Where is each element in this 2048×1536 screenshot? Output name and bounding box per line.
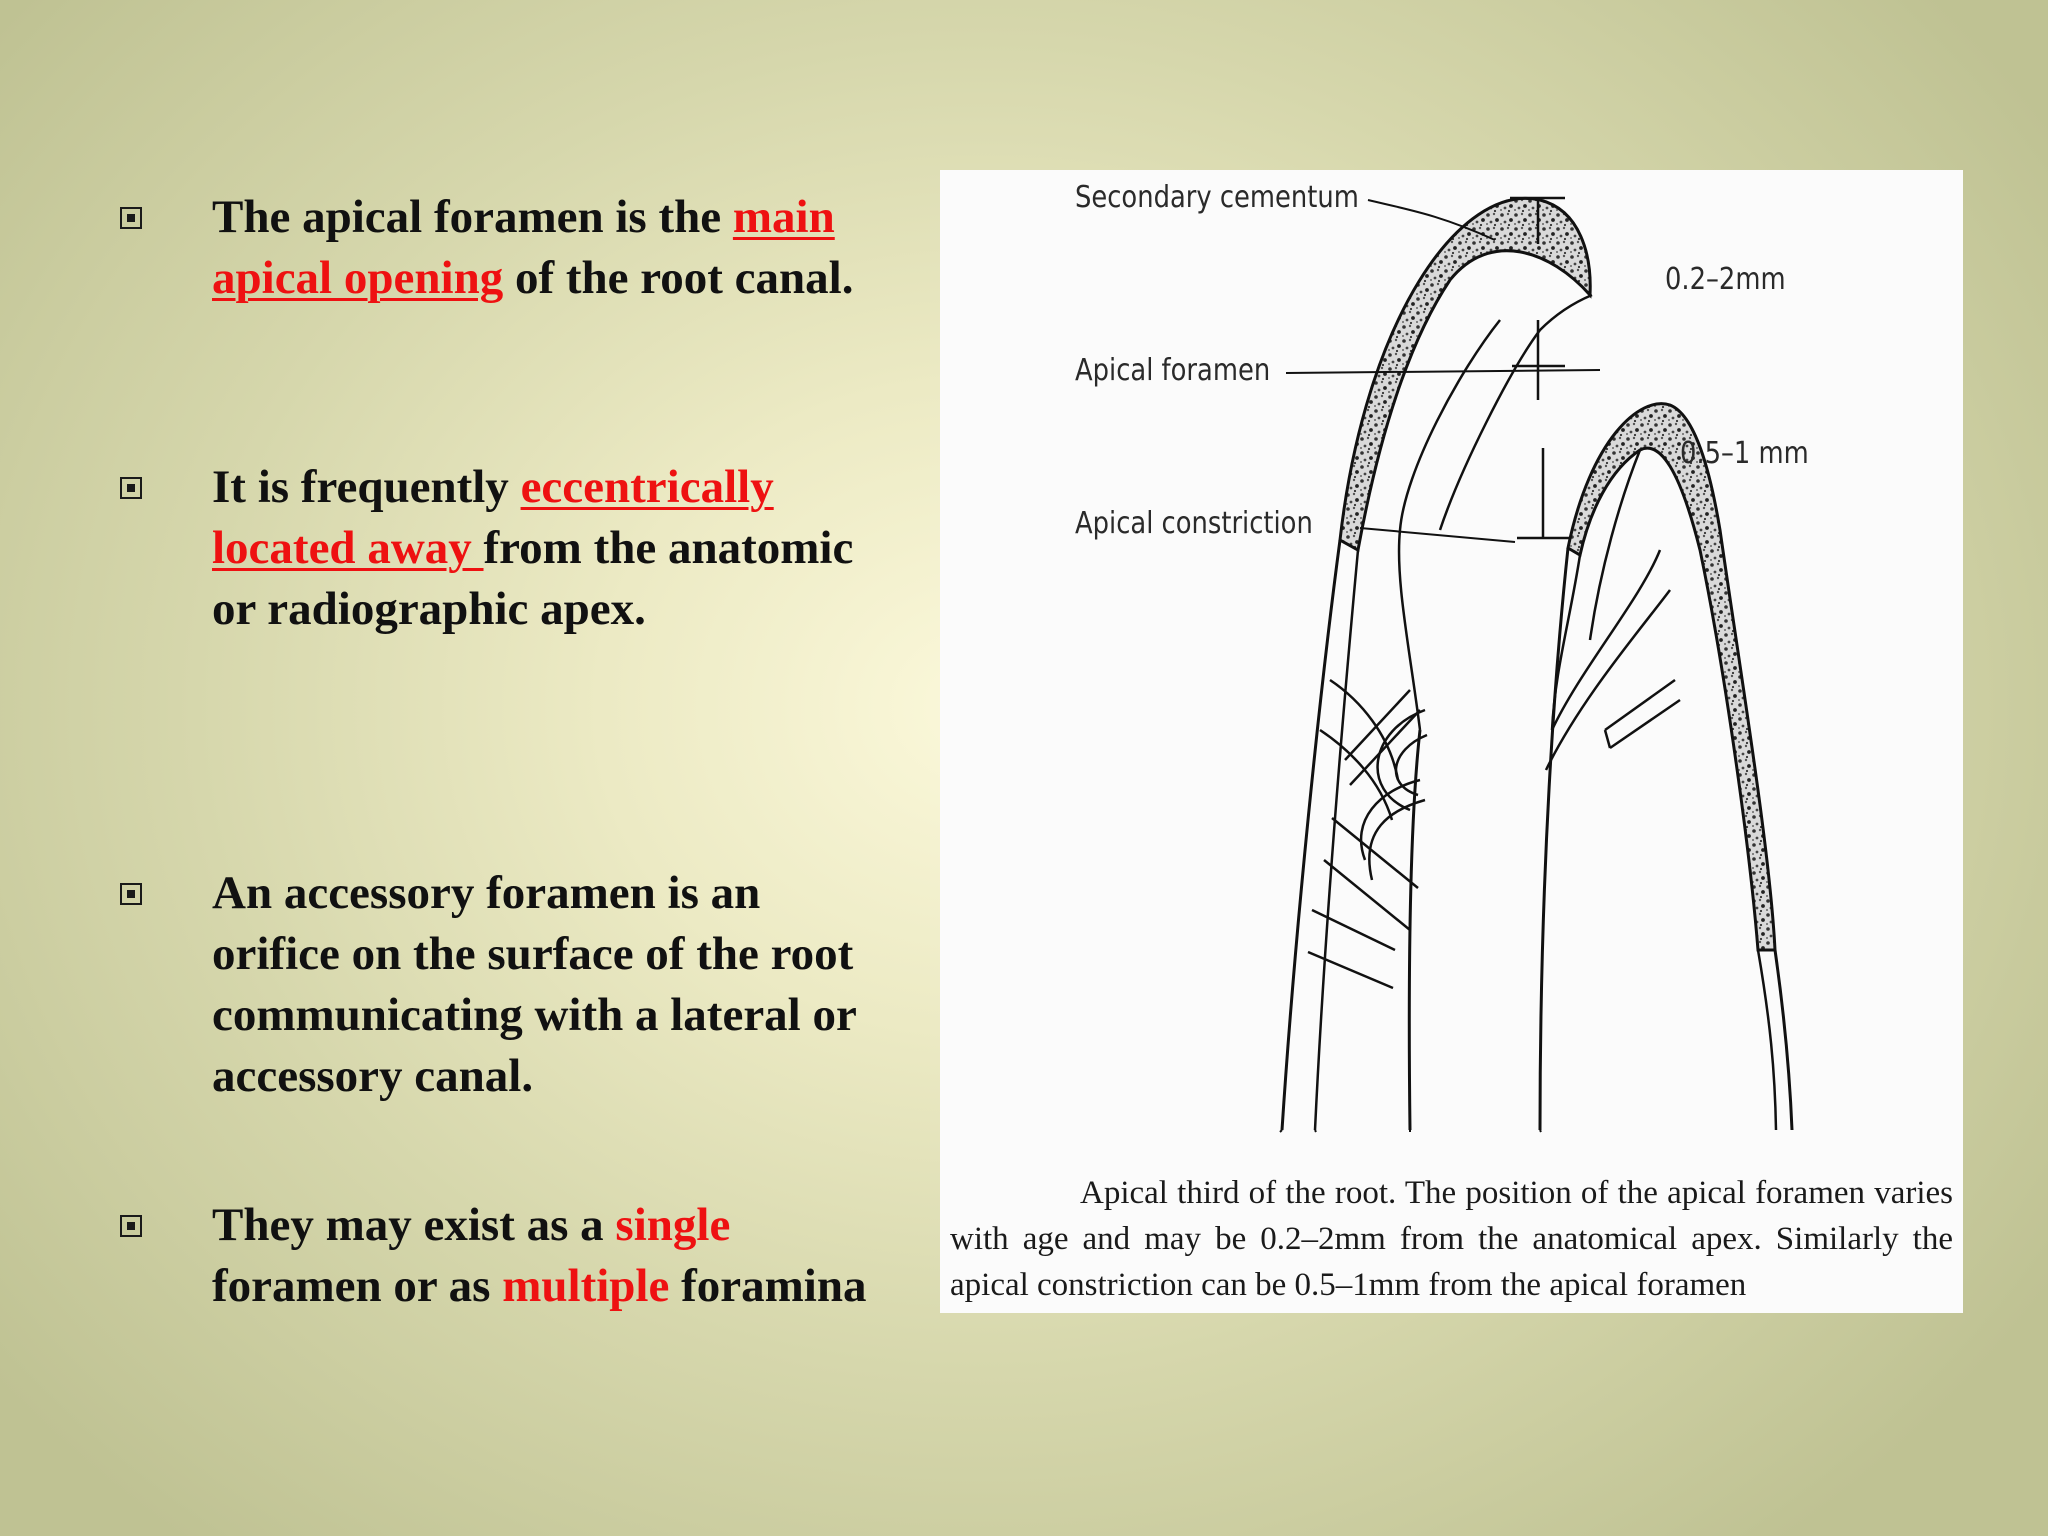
text-segment: An accessory foramen is an orifice on the surface of the root communicating with a lateral or accessory canal. [212, 867, 857, 1102]
label-measure-0-5-1mm: 0.5–1 mm [1680, 436, 1809, 471]
right-root-cementum [1568, 404, 1775, 950]
root-apex-illustration [940, 170, 1963, 1313]
text-segment: foramen or as [212, 1260, 503, 1312]
root-apex-figure [940, 170, 1963, 1313]
text-segment: of the root canal. [503, 252, 854, 304]
square-bullet-icon [120, 883, 142, 905]
text-segment: They may exist as a [212, 1199, 616, 1251]
label-secondary-cementum: Secondary cementum [1075, 180, 1359, 215]
label-measure-0-2-2mm: 0.2–2mm [1665, 262, 1786, 297]
text-segment: It is frequently [212, 461, 521, 513]
bullet-text [212, 457, 872, 640]
label-apical-constriction: Apical constriction [1075, 506, 1313, 541]
square-bullet-icon [120, 1215, 142, 1237]
bullet-list [0, 0, 900, 1536]
left-root-outline [1282, 540, 1340, 1130]
highlight-segment: single [615, 1199, 731, 1251]
text-segment: The apical foramen is the [212, 191, 733, 243]
text-segment: foramina [669, 1260, 867, 1312]
bullet-text [212, 1195, 872, 1317]
highlight-segment: eccentrically located away [212, 461, 774, 574]
figure-caption: Apical third of the root. The position of the apical foramen varies with age and may be 0.2–2mm from the anatomical apex. Similarly the apical constriction can be 0.5–1mm from the apical foramen [950, 1175, 1953, 1303]
bullet-text [212, 863, 872, 1107]
square-bullet-icon [120, 477, 142, 499]
highlight-segment: multiple [502, 1260, 670, 1312]
highlight-segment: main apical opening [212, 191, 835, 304]
bullet-text [212, 187, 872, 309]
square-bullet-icon [120, 207, 142, 229]
label-apical-foramen: Apical foramen [1075, 353, 1271, 388]
left-root-cementum [1340, 198, 1590, 550]
text-segment: from the anatomic or radiographic apex. [212, 522, 854, 635]
